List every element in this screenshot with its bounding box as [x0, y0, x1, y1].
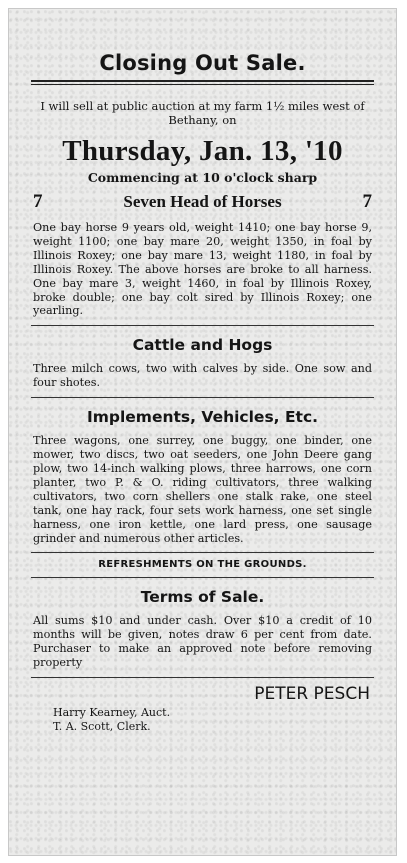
auctioneer: Harry Kearney, Auct.	[53, 706, 171, 720]
horses-heading-text: Seven Head of Horses	[123, 192, 282, 211]
clerk: T. A. Scott, Clerk.	[53, 719, 151, 733]
bill-title: Closing Out Sale.	[99, 51, 306, 75]
intro-text: I will sell at public auction at my farm 1½ miles west of Bethany, on	[40, 99, 365, 127]
cattle-description: Three milch cows, two with calves by side. One sow and four shotes.	[33, 362, 372, 390]
section-divider	[31, 552, 374, 553]
seller-name: PETER PESCH	[254, 684, 370, 705]
implements-description: Three wagons, one surrey, one buggy, one binder, one mower, two discs, two oat seeders, one John Deere gang plow, two 14-inch walking plows, three harrows, one corn planter, two P. & O. riding cultivators, three walking cultivators, two corn shellers one stalk rake, one steel tank, one hay rack, four sets work harness, one set single harness, one iron kettle, one lard press, one sausage grinder and numerous other articles.	[33, 434, 372, 545]
horses-description: One bay horse 9 years old, weight 1410; one bay horse 9, weight 1100; one bay mare 20, weight 1350, in foal by Illinois Roxey; one bay mare 13, weight 1180, in foal by Illinois Roxey. The above horses are broke to all harness. One bay mare 3, weight 1460, in foal by Illinois Roxey, broke double; one bay colt sired by Illinois Roxey; one yearling.	[33, 221, 372, 318]
implements-heading: Implements, Vehicles, Etc.	[86, 408, 319, 427]
credits	[31, 706, 374, 733]
refreshments-notice: REFRESHMENTS ON THE GROUNDS.	[98, 559, 307, 571]
terms-description: All sums $10 and under cash. Over $10 a credit of 10 months will be given, notes draw 6 per cent from date. Purchaser to make an approved note before removing property	[33, 614, 372, 670]
section-divider	[31, 577, 374, 578]
title-divider	[31, 80, 374, 85]
section-divider	[31, 397, 374, 398]
sale-bill	[8, 8, 397, 856]
sale-date: Thursday, Jan. 13, '10	[62, 135, 343, 167]
terms-heading: Terms of Sale.	[140, 588, 265, 607]
horses-count-left: 7	[33, 191, 43, 212]
horses-heading	[31, 191, 374, 213]
section-divider	[31, 325, 374, 326]
cattle-heading: Cattle and Hogs	[132, 336, 273, 355]
section-divider	[31, 677, 374, 678]
start-time: Commencing at 10 o'clock sharp	[87, 170, 318, 185]
horses-count-right: 7	[362, 191, 372, 212]
